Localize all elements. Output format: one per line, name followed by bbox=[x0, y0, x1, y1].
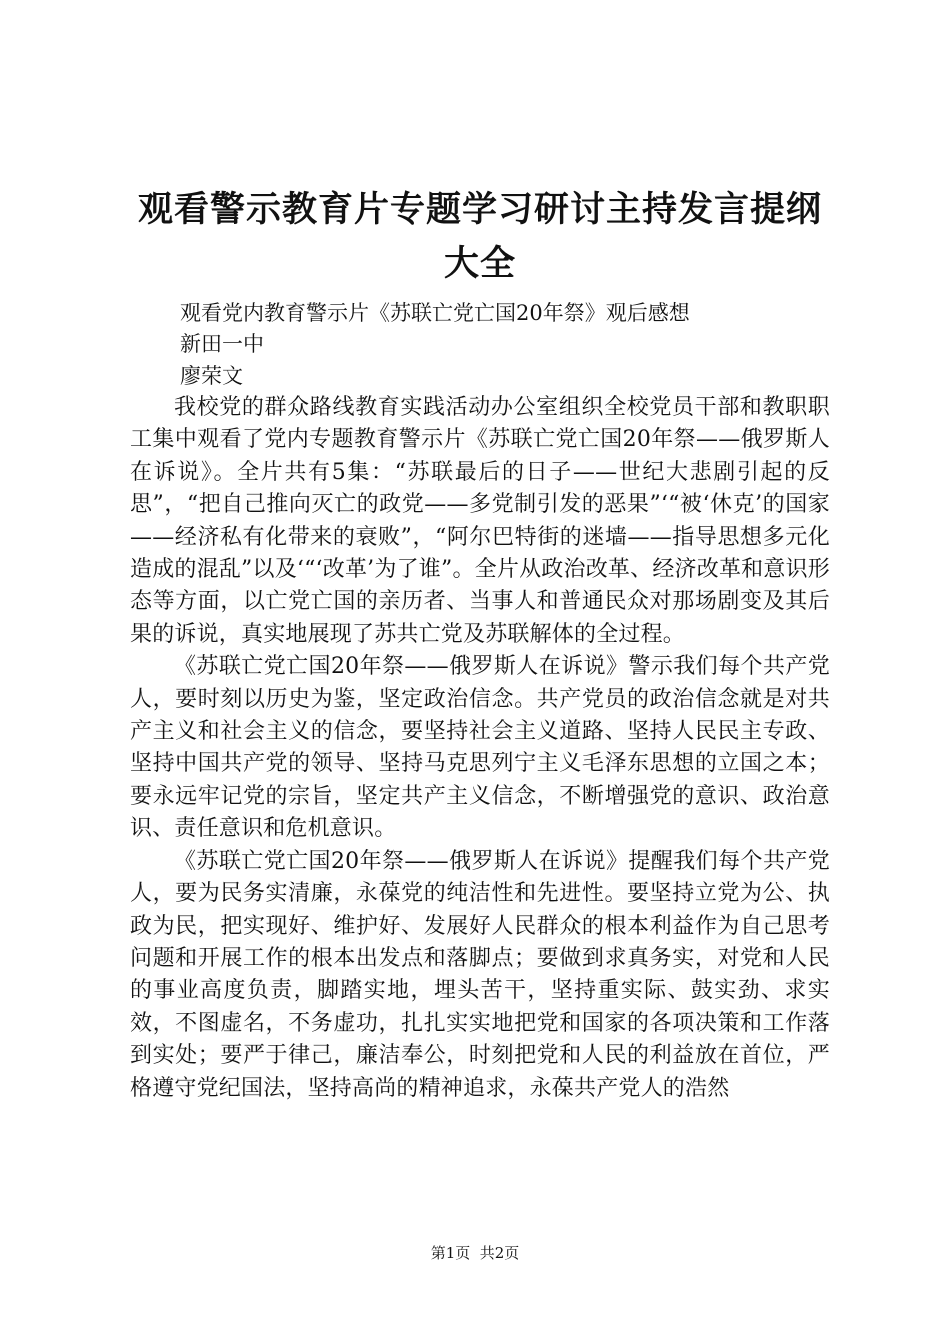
body-paragraph: 《苏联亡党亡国20年祭——俄罗斯人在诉说》警示我们每个共产党人，要时刻以历史为鉴，坚定政治信念。共产党员的政治信念就是对共产主义和社会主义的信念，要坚持社会主义道路、坚持人民民主专政、坚持中国共产党的领导、坚持马克思列宁主义毛泽东思想的立国之本；要永远牢记党的宗旨，坚定共产主义信念，不断增强党的意识、政治意识、责任意识和危机意识。 bbox=[130, 654, 830, 842]
body-paragraph: 《苏联亡党亡国20年祭——俄罗斯人在诉说》提醒我们每个共产党人，要为民务实清廉，永葆党的纯洁性和先进性。要坚持立党为公、执政为民，把实现好、维护好、发展好人民群众的根本利益作为自己思考问题和开展工作的根本出发点和落脚点；要做到求真务实，对党和人民的事业高度负责，脚踏实地，埋头苦干，坚持重实际、鼓实劲、求实效，不图虚名，不务虚功，扎扎实实地把党和国家的各项决策和工作落到实处；要严于律己，廉洁奉公，时刻把党和人民的利益放在首位，严格遵守党纪国法，坚持高尚的精神追求，永葆共产党人的浩然 bbox=[130, 848, 830, 1101]
document-body bbox=[130, 392, 830, 1105]
body-paragraph: 我校党的群众路线教育实践活动办公室组织全校党员干部和教职职工集中观看了党内专题教育警示片《苏联亡党亡国20年祭——俄罗斯人在诉说》。全片共有5集：“苏联最后的日子——世纪大悲剧引起的反思”，“把自己推向灭亡的政党——多党制引发的恶果”‘“被‘休克’的国家——经济私有化带来的衰败”，“阿尔巴特街的迷墙——指导思想多元化造成的混乱”以及‘“‘改革’为了谁”。全片从政治改革、经济改革和意识形态等方面，以亡党亡国的亲历者、当事人和普通民众对那场剧变及其后果的诉说，真实地展现了苏共亡党及苏联解体的全过程。 bbox=[130, 395, 830, 647]
page-footer: 第1页 共2页 bbox=[430, 1244, 520, 1262]
school-name: 新田一中 bbox=[180, 332, 264, 356]
author-name: 廖荣文 bbox=[180, 364, 243, 388]
document-subtitle: 观看党内教育警示片《苏联亡党亡国20年祭》观后感想 bbox=[180, 301, 690, 325]
document-title: 观看警示教育片专题学习研讨主持发言提纲大全 bbox=[137, 189, 822, 284]
